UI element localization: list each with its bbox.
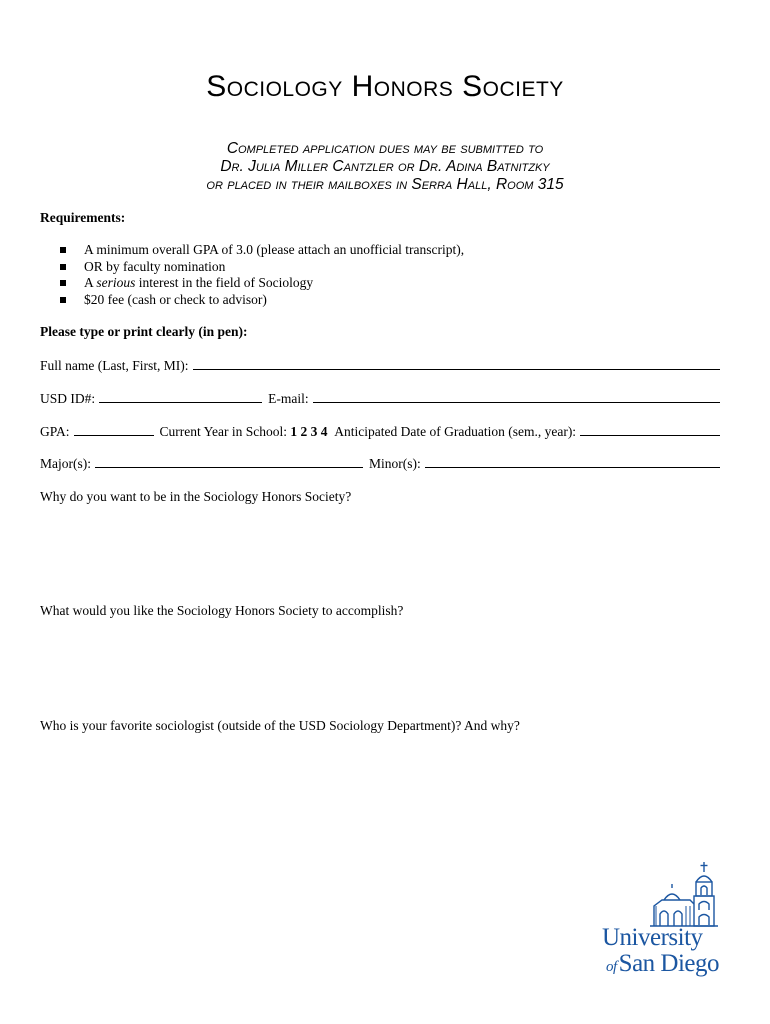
minors-label: Minor(s): [369,456,421,471]
requirement-item [60,259,464,276]
page-title: Sociology Honors Society [206,70,564,103]
requirement-text-after: interest in the field of Sociology [135,275,314,290]
question-accomplish: What would you like the Sociology Honors Society to accomplish? [40,603,404,618]
university-logo [600,862,725,982]
logo-san-diego-text: San Diego [618,950,720,977]
square-bullet-icon [60,297,66,303]
full-name-label: Full name (Last, First, MI): [40,358,189,373]
usd-id-field[interactable] [99,391,262,403]
requirements-list [60,242,464,308]
square-bullet-icon [60,280,66,286]
requirement-emphasis: serious [96,275,136,290]
instructions-line-2: Dr. Julia Miller Cantzler or Dr. Adina Batnitzky [220,158,550,175]
requirement-text: A minimum overall GPA of 3.0 (please attach an unofficial transcript), [84,242,465,257]
major-minor-row [40,456,720,472]
logo-university-text: University [602,924,703,951]
logo-san-diego-line [606,950,719,978]
requirement-text: $20 fee (cash or check to advisor) [84,291,267,307]
instructions-line-1: Completed application dues may be submitted to [226,140,544,157]
usd-id-label: USD ID#: [40,391,96,406]
question-favorite-sociologist: Who is your favorite sociologist (outside of the USD Sociology Department)? And why? [40,718,520,733]
full-name-row [40,358,720,374]
requirement-item [60,242,464,259]
id-email-row [40,391,720,407]
gpa-year-row [40,424,720,440]
mission-tower-icon [650,862,720,928]
requirement-item [60,292,464,309]
logo-of-text: of [606,959,617,975]
current-year-label: Current Year in School: [159,424,288,439]
question-why-join: Why do you want to be in the Sociology Honors Society? [40,489,352,504]
instructions-line-3: or placed in their mailboxes in Serra Hall, Room 315 [206,176,564,193]
requirements-heading: Requirements: [40,210,126,225]
graduation-label: Anticipated Date of Graduation (sem., year): [334,424,577,439]
email-label: E-mail: [268,391,309,406]
current-year-options[interactable]: 1 2 3 4 [290,424,328,439]
email-field[interactable] [313,391,720,403]
minors-field[interactable] [425,456,720,468]
requirement-text-before: A [84,275,97,290]
gpa-field[interactable] [74,424,154,436]
square-bullet-icon [60,264,66,270]
graduation-field[interactable] [580,424,720,436]
gpa-label: GPA: [40,424,70,439]
square-bullet-icon [60,247,66,253]
submission-instructions [0,140,770,194]
full-name-field[interactable] [193,358,721,370]
majors-field[interactable] [95,456,363,468]
requirement-text: OR by faculty nomination [84,258,226,274]
requirement-item [60,275,464,292]
form-instructions-heading: Please type or print clearly (in pen): [40,324,248,339]
majors-label: Major(s): [40,456,91,471]
